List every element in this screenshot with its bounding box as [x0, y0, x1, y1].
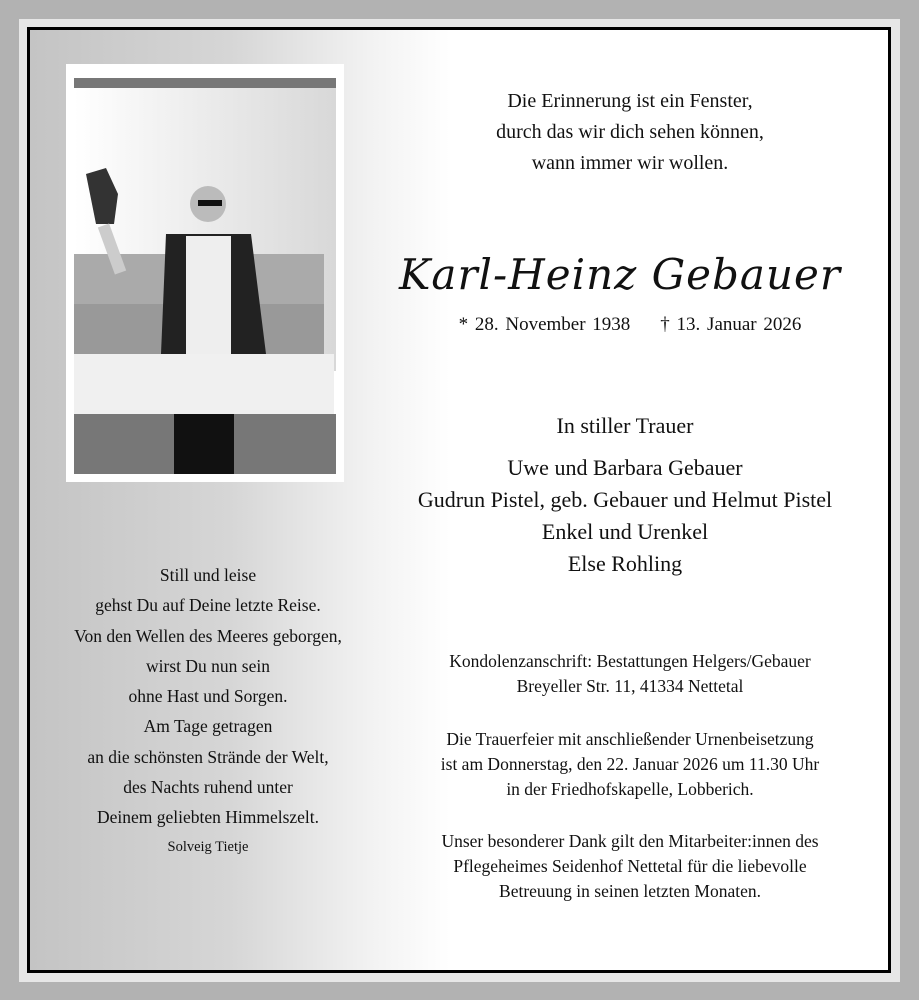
mourners	[380, 410, 870, 580]
info-line: Kondolenzanschrift: Bestattungen Helgers/Gebauer	[449, 651, 811, 671]
info-line: Breyeller Str. 11, 41334 Nettetal	[516, 676, 744, 696]
verse-line: Die Erinnerung ist ein Fenster,	[507, 90, 753, 112]
poem	[30, 560, 386, 859]
info-line: Unser besonderer Dank gilt den Mitarbeiter:innen des	[441, 831, 819, 851]
mourner: Uwe und Barbara Gebauer	[507, 455, 743, 480]
memorial-verse	[380, 86, 880, 179]
poem-line: Deinem geliebten Himmelszelt.	[96, 807, 320, 828]
mourners-heading: In stiller Trauer	[556, 413, 694, 438]
info-line: Betreuung in seinen letzten Monaten.	[499, 881, 761, 901]
mourner: Else Rohling	[567, 551, 683, 576]
portrait-photo	[66, 64, 344, 482]
mourner: Gudrun Pistel, geb. Gebauer und Helmut Pistel	[417, 487, 833, 512]
poem-line: Still und leise	[159, 565, 257, 585]
info-line: in der Friedhofskapelle, Lobberich.	[506, 779, 754, 799]
mourner: Enkel und Urenkel	[541, 519, 709, 544]
deceased-name: Karl-Heinz Gebauer	[399, 250, 841, 299]
poem-author: Solveig Tietje	[167, 838, 249, 855]
info-line: Pflegeheimes Seidenhof Nettetal für die liebevolle	[453, 856, 807, 876]
poem-line: gehst Du auf Deine letzte Reise.	[95, 595, 321, 616]
poem-line: wirst Du nun sein	[146, 655, 270, 676]
poem-line: des Nachts ruhend unter	[123, 777, 293, 798]
condolence-address	[380, 649, 880, 699]
poem-line: Am Tage getragen	[143, 716, 273, 737]
death-date: † 13. Januar 2026	[660, 314, 802, 335]
verse-line: durch das wir dich sehen können,	[496, 121, 764, 143]
verse-line: wann immer wir wollen.	[531, 152, 729, 174]
birth-date: * 28. November 1938	[458, 314, 631, 335]
ceremony-info	[380, 727, 880, 802]
info-line: Die Trauerfeier mit anschließender Urnenbeisetzung	[446, 729, 814, 749]
info-line: ist am Donnerstag, den 22. Januar 2026 um 11.30 Uhr	[440, 754, 820, 774]
poem-line: an die schönsten Strände der Welt,	[87, 746, 329, 767]
poem-line: ohne Hast und Sorgen.	[128, 686, 288, 707]
life-dates	[380, 314, 880, 336]
thanks-note	[380, 829, 880, 904]
poem-line: Von den Wellen des Meeres geborgen,	[74, 625, 342, 646]
